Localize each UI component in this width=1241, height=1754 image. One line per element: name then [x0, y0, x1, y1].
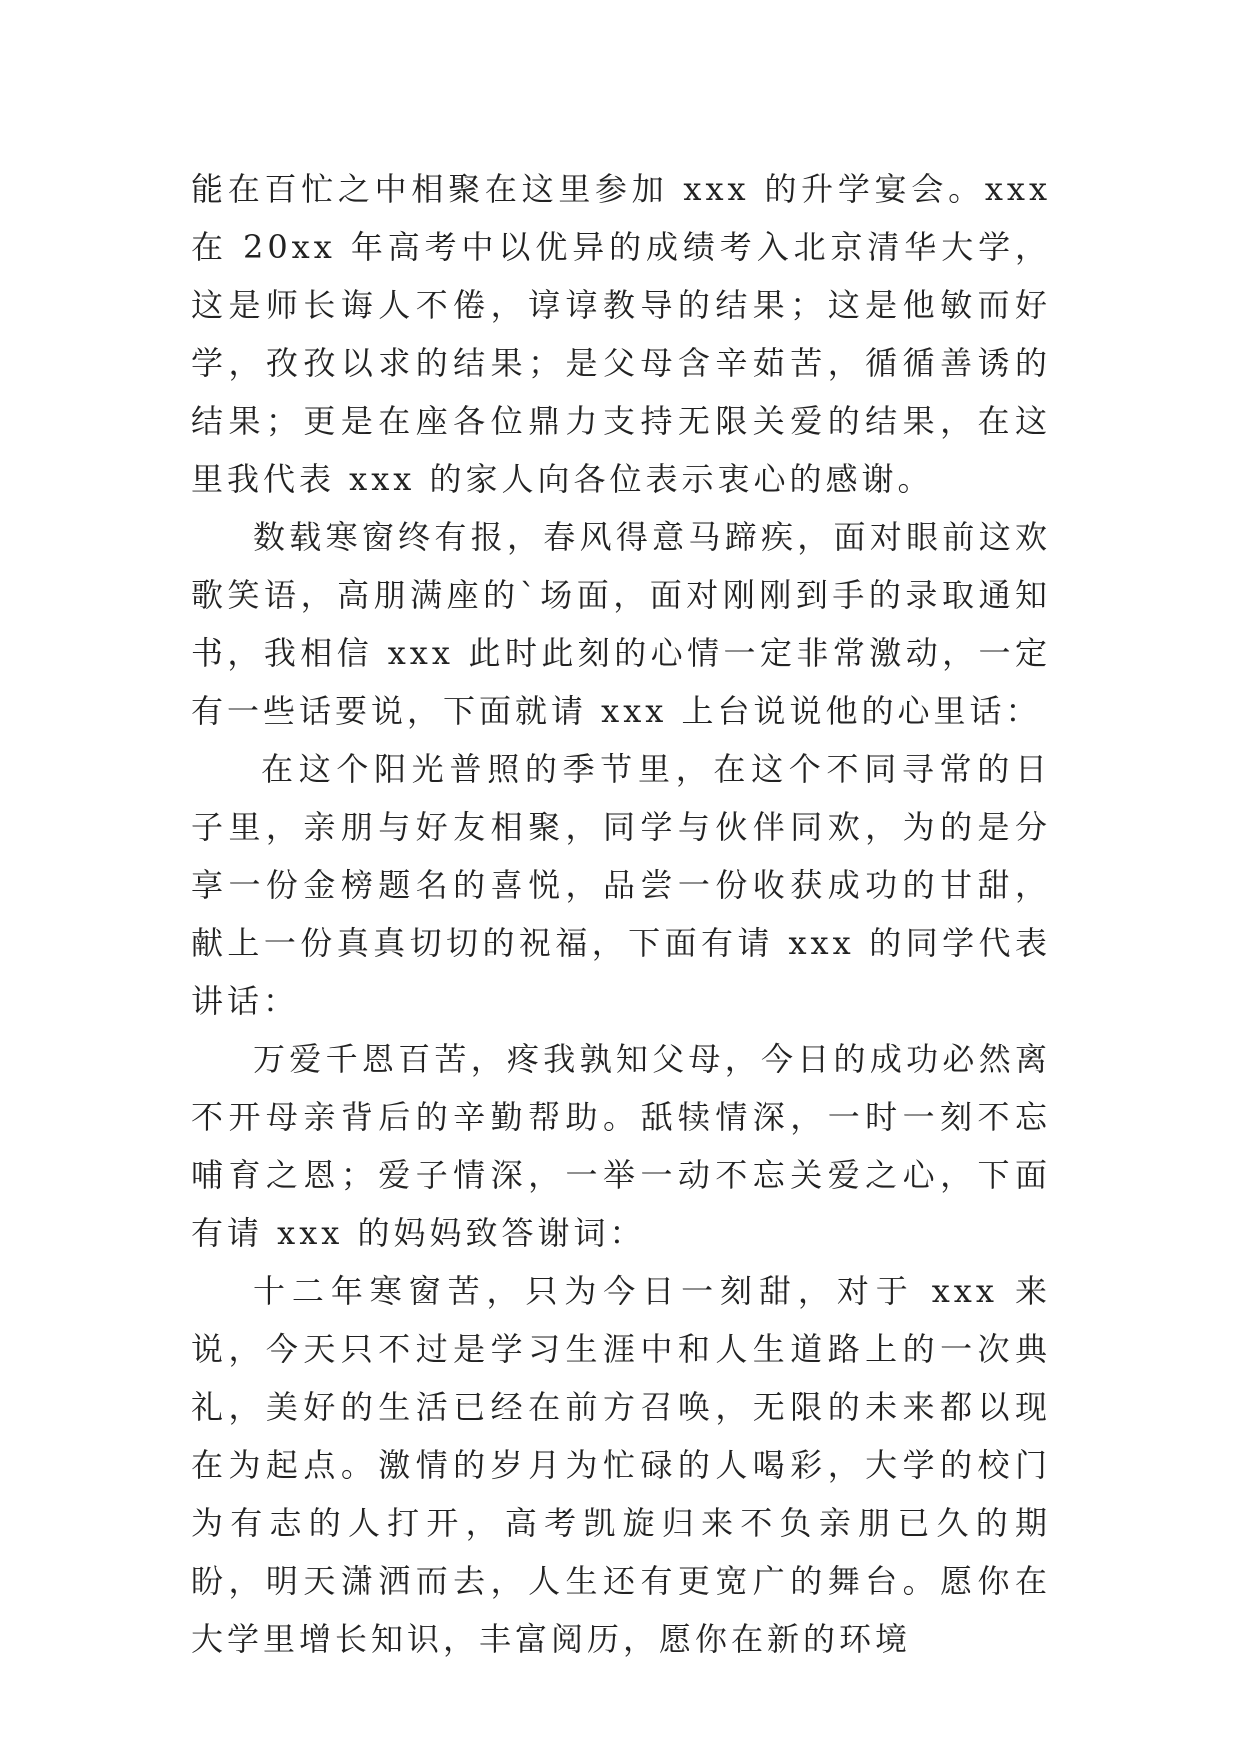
paragraph-1: 能在百忙之中相聚在这里参加 xxx 的升学宴会。xxx 在 20xx 年高考中以优异的成绩考入北京清华大学，这是师长诲人不倦，谆谆教导的结果；这是他敏而好学，孜孜以求的结果；是父母含辛茹苦，循循善诱的结果；更是在座各位鼎力支持无限关爱的结果，在这里我代表 xxx 的家人向各位表示衷心的感谢。	[191, 170, 1051, 498]
paragraph-2: 数载寒窗终有报，春风得意马蹄疾，面对眼前这欢歌笑语，高朋满座的`场面，面对刚刚到手的录取通知书，我相信 xxx 此时此刻的心情一定非常激动，一定有一些话要说，下面就请 xxx 上台说说他的心里话：	[191, 518, 1051, 730]
paragraph-4: 万爱千恩百苦，疼我孰知父母，今日的成功必然离不开母亲背后的辛勤帮助。舐犊情深，一时一刻不忘哺育之恩；爱子情深，一举一动不忘关爱之心，下面有请 xxx 的妈妈致答谢词：	[191, 1040, 1051, 1252]
paragraph-3: 在这个阳光普照的季节里，在这个不同寻常的日子里，亲朋与好友相聚，同学与伙伴同欢，为的是分享一份金榜题名的喜悦，品尝一份收获成功的甘甜，献上一份真真切切的祝福，下面有请 xxx 的同学代表讲话：	[191, 750, 1051, 1020]
paragraph-5: 十二年寒窗苦，只为今日一刻甜，对于 xxx 来说，今天只不过是学习生涯中和人生道路上的一次典礼，美好的生活已经在前方召唤，无限的未来都以现在为起点。激情的岁月为忙碌的人喝彩，大学的校门为有志的人打开，高考凯旋归来不负亲朋已久的期盼，明天潇洒而去，人生还有更宽广的舞台。愿你在大学里增长知识，丰富阅历，愿你在新的环境	[191, 1272, 1051, 1658]
document-body	[191, 160, 1051, 1668]
